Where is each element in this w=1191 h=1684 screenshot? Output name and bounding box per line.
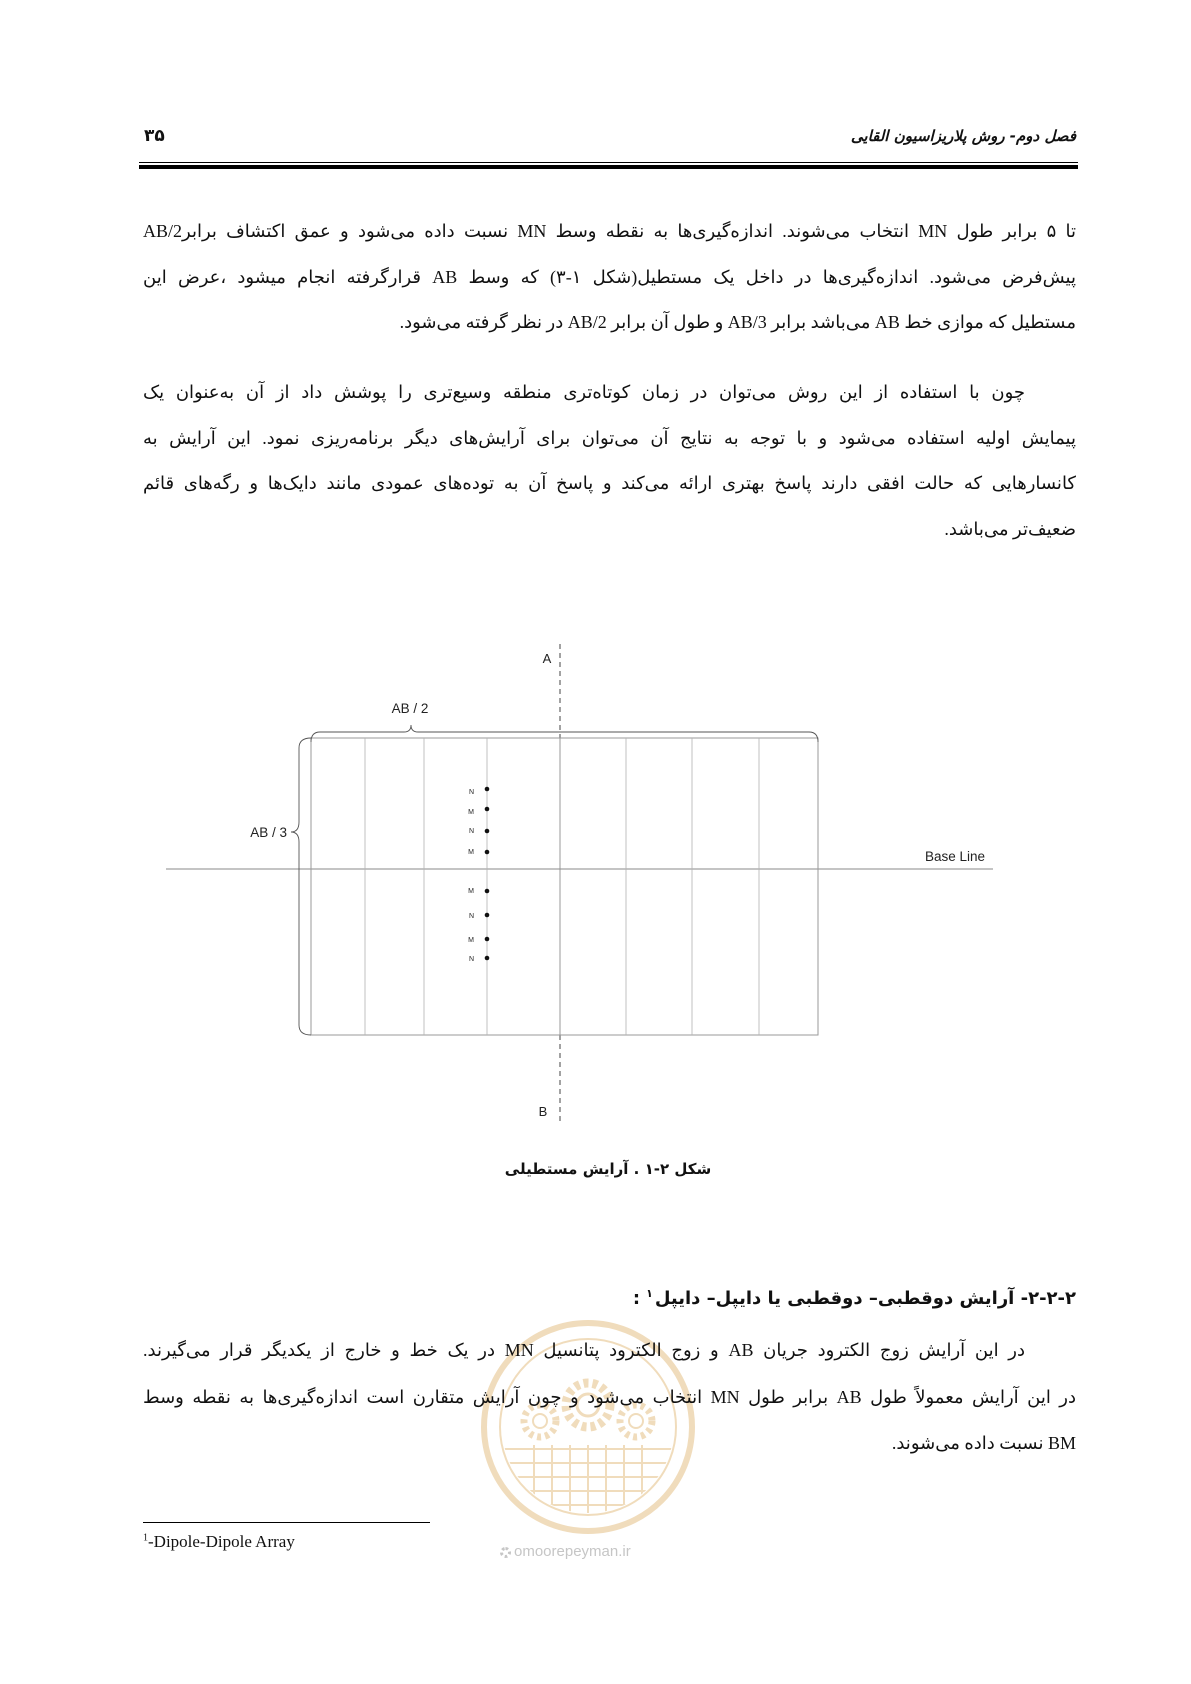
running-header-title: فصل دوم- روش پلاریزاسیون القایی bbox=[850, 127, 1076, 145]
label-b: B bbox=[538, 1104, 548, 1119]
electrode-label: N bbox=[468, 956, 474, 963]
section-heading-text: ۲-۲-۲- آرایش دوقطبی– دوقطبی یا دایپل– دایپل bbox=[654, 1288, 1076, 1309]
paragraph-2-line: کانسارهایی که حالت افقی دارند پاسخ بهتری ارائه می‌کند و پاسخ آن به توده‌های عمودی مانند دایک‌ها و رگه‌های قائم bbox=[143, 473, 1076, 493]
paragraph-1-line: تا ۵ برابر طول MN انتخاب می‌شوند. اندازه‌گیری‌ها به نقطه وسط MN نسبت داده می‌شود و عمق اکتشاف برابرAB/2 bbox=[143, 221, 1077, 241]
footnote-reference: ۱ bbox=[646, 1287, 653, 1300]
electrode-label: M bbox=[468, 888, 474, 895]
section-heading bbox=[143, 1279, 1076, 1309]
label-ab-half: AB / 2 bbox=[391, 701, 429, 716]
electrode-dot bbox=[485, 850, 490, 855]
label-base-line: Base Line bbox=[925, 849, 986, 864]
paragraph-1-line: مستطیل که موازی خط AB می‌باشد برابر AB/3 و طول آن برابر AB/2 در نظر گرفته می‌شود. bbox=[399, 312, 1076, 332]
electrode-dot bbox=[485, 913, 490, 918]
electrode-label: N bbox=[468, 828, 474, 835]
electrode-label: M bbox=[468, 849, 474, 856]
electrode-dot bbox=[485, 829, 490, 834]
paragraph-2-line: ضعیف‌تر می‌باشد. bbox=[944, 519, 1076, 539]
footnote bbox=[143, 1532, 295, 1552]
paragraph-2-line: چون با استفاده از این روش می‌توان در زمان کوتاه‌تری منطقه وسیع‌تری را پوشش داد از آن به‌عنوان یک bbox=[143, 382, 1025, 402]
footnote-text: -Dipole-Dipole Array bbox=[148, 1532, 295, 1551]
paragraph-3-line: در این آرایش معمولاً طول AB برابر طول MN انتخاب می‌شود و چون آرایش متقارن است اندازه‌گیری‌ها به نقطه وسط bbox=[143, 1387, 1076, 1407]
page-number: ۳۵ bbox=[144, 126, 165, 146]
section-heading-colon: : bbox=[632, 1288, 641, 1309]
rectangular-array-figure bbox=[0, 620, 1191, 1140]
brace-top bbox=[311, 725, 818, 742]
header-rule-thick bbox=[139, 165, 1078, 169]
electrode-label: M bbox=[468, 809, 474, 816]
electrode-dot bbox=[485, 956, 490, 961]
header-rule-thin bbox=[139, 162, 1078, 163]
watermark-gear-icon bbox=[500, 1547, 511, 1558]
label-a: A bbox=[542, 651, 552, 666]
survey-rectangle bbox=[311, 738, 818, 1035]
paragraph-1-line: پیش‌فرض می‌شود. اندازه‌گیری‌ها در داخل یک مستطیل(شکل ۱-۳) که وسط AB قرارگرفته انجام میشود ،عرض این bbox=[143, 267, 1076, 287]
label-ab-third: AB / 3 bbox=[250, 825, 287, 840]
paragraph-3-line: در این آرایش زوج الکترود جریان AB و زوج الکترود پتانسیل MN در یک خط و خارج از یکدیگر قرار می‌گیرند. bbox=[143, 1340, 1026, 1360]
electrode-dot bbox=[485, 937, 490, 942]
electrode-label: N bbox=[468, 789, 474, 796]
paragraph-3-line: BM نسبت داده می‌شوند. bbox=[891, 1433, 1076, 1453]
footnote-mark: 1 bbox=[143, 1532, 148, 1544]
brace-left bbox=[291, 738, 311, 1035]
watermark-site-text: omoorepeyman.ir bbox=[514, 1543, 631, 1560]
figure-caption: شکل ۲-۱ . آرایش مستطیلی bbox=[504, 1160, 712, 1178]
electrode-label: N bbox=[468, 913, 474, 920]
electrode-dot bbox=[485, 807, 490, 812]
paragraph-2-line: پیمایش اولیه استفاده می‌شود و با توجه به نتایج آن می‌توان برای آرایش‌های دیگر برنامه‌ریزی نمود. این آرایش به bbox=[143, 428, 1076, 448]
electrode-label: M bbox=[468, 937, 474, 944]
electrode-dot bbox=[485, 787, 490, 792]
electrode-dot bbox=[485, 889, 490, 894]
watermark-site bbox=[500, 1543, 631, 1560]
footnote-separator bbox=[143, 1522, 430, 1523]
